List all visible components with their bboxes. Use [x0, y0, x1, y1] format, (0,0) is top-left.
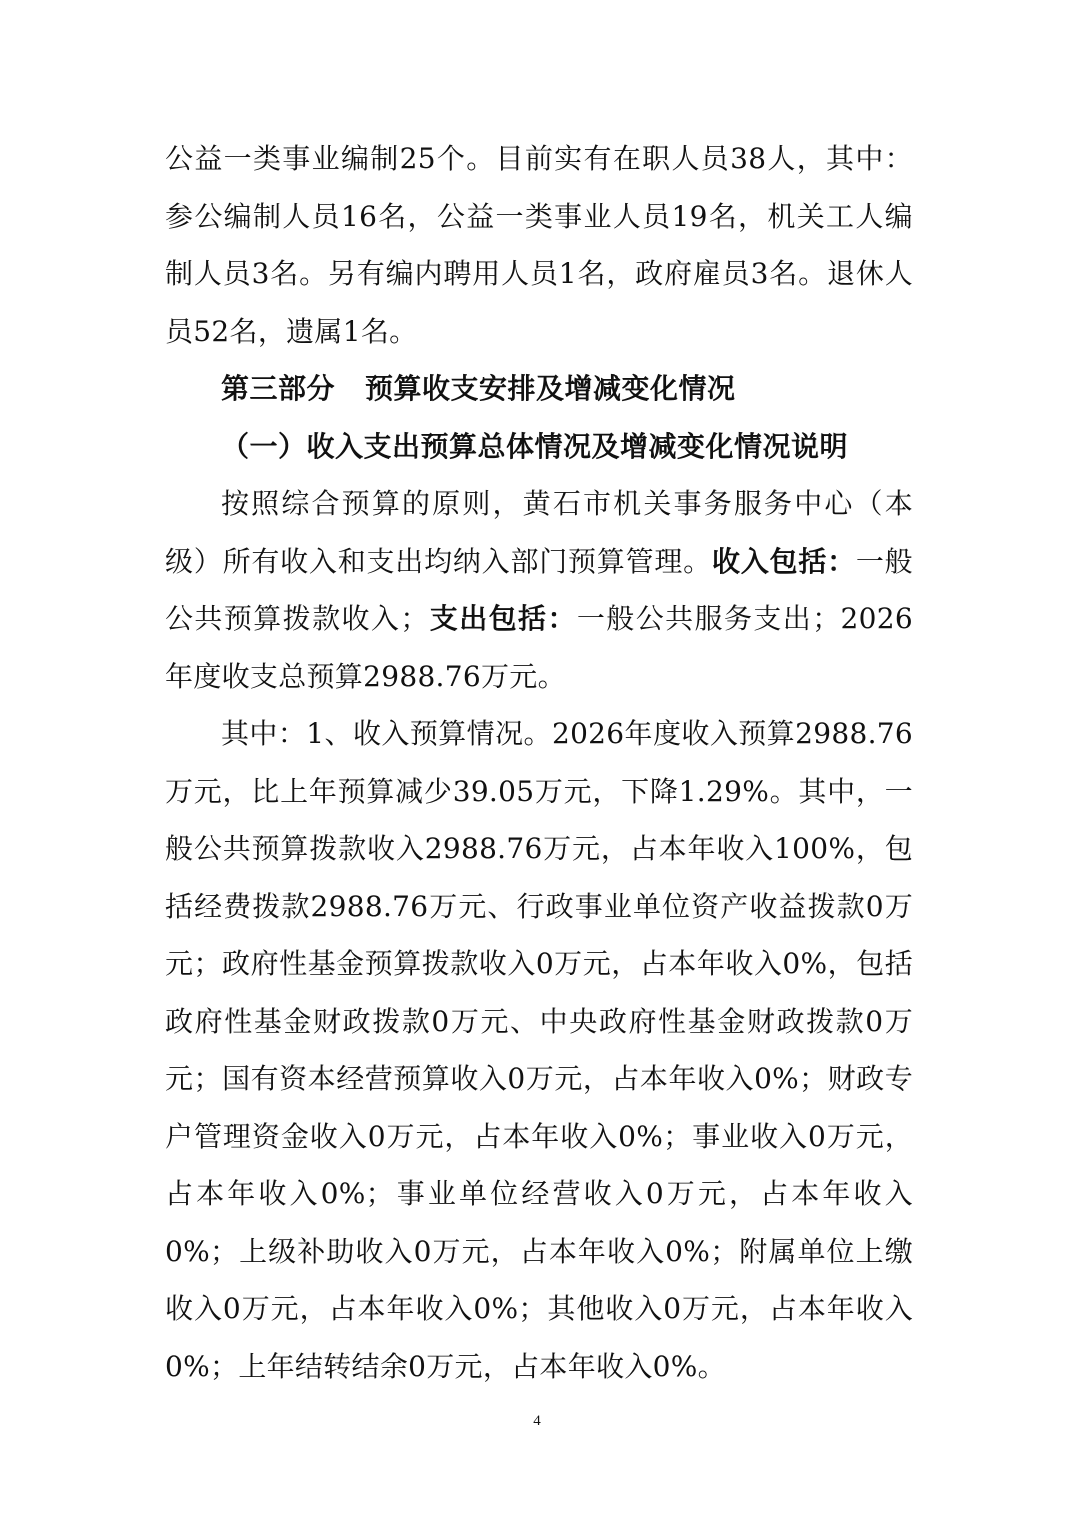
income-includes-label: 收入包括： [711, 544, 856, 578]
page-number: 4 [533, 1413, 541, 1429]
expense-includes-label: 支出包括： [428, 602, 577, 635]
overview-text-2: 一般公共预算拨款收入； [165, 544, 913, 635]
document-body [165, 130, 913, 1395]
part-title: 预算收支安排及增减变化情况 [365, 372, 736, 405]
part-three-heading [165, 360, 913, 418]
income-budget-paragraph: 其中：1、收入预算情况。2026年度收入预算2988.76万元，比上年预算减少39.05万元，下降1.29%。其中，一般公共预算拨款收入2988.76万元，占本年收入100%，包括经费拨款2988.76万元、行政事业单位资产收益拨款0万元；政府性基金预算拨款收入0万元，占本年收入0%，包括政府性基金财政拨款0万元、中央政府性基金财政拨款0万元；国有资本经营预算收入0万元，占本年收入0%；财政专户管理资金收入0万元，占本年收入0%；事业收入0万元，占本年收入0%；事业单位经营收入0万元，占本年收入0%；上级补助收入0万元，占本年收入0%；附属单位上缴收入0万元，占本年收入0%；其他收入0万元，占本年收入0%；上年结转结余0万元，占本年收入0%。 [165, 717, 913, 1383]
overview-text-1: 按照综合预算的原则，黄石市机关事务服务中心（本级）所有收入和支出均纳入部门预算管理。 [165, 487, 913, 578]
part-label: 第三部分 [221, 372, 336, 405]
section-one-heading: （一）收入支出预算总体情况及增减变化情况说明 [221, 429, 849, 463]
overview-text-3: 一般公共服务支出；2026年度收支总预算2988.76万元。 [165, 602, 913, 693]
budget-overview-paragraph [165, 475, 913, 705]
staffing-paragraph: 公益一类事业编制25个。目前实有在职人员38人，其中：参公编制人员16名，公益一类事业人员19名，机关工人编制人员3名。另有编内聘用人员1名，政府雇员3名。退休人员52名，遗属1名。 [165, 142, 913, 348]
